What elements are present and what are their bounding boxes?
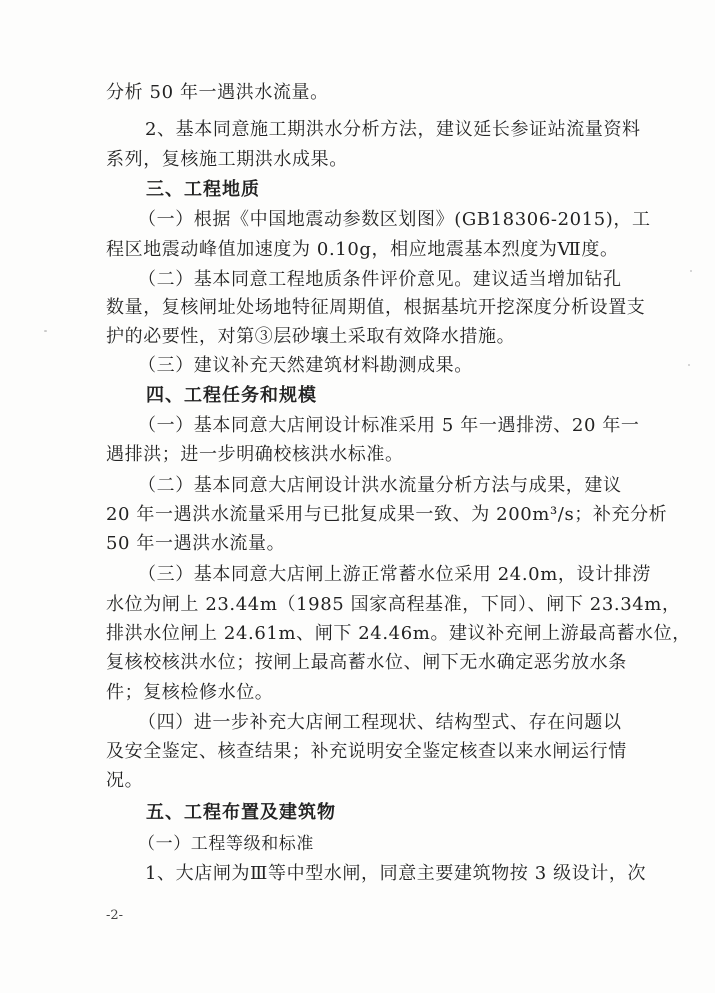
page-number: -2- <box>106 908 124 923</box>
paragraph-line: （三）建议补充天然建筑材料勘测成果。 <box>138 355 473 376</box>
paragraph-line: 水位为闸上 23.44m（1985 国家高程基准，下同）、闸下 23.34m， <box>106 594 681 615</box>
subsection-heading: （一）工程等级和标准 <box>138 834 314 854</box>
paragraph-line: 数量，复核闸址处场地特征周期值，根据基坑开挖深度分析设置支 <box>106 297 646 318</box>
paragraph-line: 排洪水位闸上 24.61m、闸下 24.46m。建议补充闸上游最高蓄水位， <box>106 623 691 644</box>
paragraph-line: 复核校核洪水位；按闸上最高蓄水位、闸下无水确定恶劣放水条 <box>106 652 627 673</box>
paragraph-line: 件；复核检修水位。 <box>106 682 274 703</box>
scan-speck <box>690 270 692 272</box>
paragraph-line: 20 年一遇洪水流量采用与已批复成果一致、为 200m³/s；补充分析 <box>106 504 668 525</box>
paragraph-line: 程区地震动峰值加速度为 0.10g，相应地震基本烈度为Ⅶ度。 <box>106 239 619 260</box>
paragraph-line: 遇排洪；进一步明确校核洪水标准。 <box>106 444 404 465</box>
paragraph-line: 50 年一遇洪水流量。 <box>106 533 286 554</box>
scan-speck <box>44 330 47 332</box>
paragraph-line: 2、基本同意施工期洪水分析方法，建议延长参证站流量资料 <box>145 119 641 140</box>
paragraph-line: （三）基本同意大店闸上游正常蓄水位采用 24.0m，设计排涝 <box>138 564 651 585</box>
paragraph-line: 分析 50 年一遇洪水流量。 <box>106 82 329 103</box>
paragraph-line: 护的必要性，对第③层砂壤土采取有效降水措施。 <box>106 326 516 347</box>
paragraph-line: （二）基本同意工程地质条件评价意见。建议适当增加钻孔 <box>138 269 622 290</box>
paragraph-line: （一）根据《中国地震动参数区划图》(GB18306-2015)，工 <box>138 209 651 230</box>
paragraph-line: 系列，复核施工期洪水成果。 <box>106 149 348 170</box>
section-heading: 三、工程地质 <box>146 179 260 200</box>
paragraph-line: 及安全鉴定、核查结果；补充说明安全鉴定核查以来水闸运行情 <box>106 741 627 762</box>
paragraph-line: 1、大店闸为Ⅲ等中型水闸，同意主要建筑物按 3 级设计，次 <box>145 863 647 884</box>
paragraph-line: （四）进一步补充大店闸工程现状、结构型式、存在问题以 <box>138 712 622 733</box>
section-heading: 四、工程任务和规模 <box>146 385 317 406</box>
scan-speck <box>688 364 690 366</box>
section-heading: 五、工程布置及建筑物 <box>146 802 336 823</box>
paragraph-line: （一）基本同意大店闸设计标准采用 5 年一遇排涝、20 年一 <box>138 415 640 436</box>
paragraph-line: （二）基本同意大店闸设计洪水流量分析方法与成果，建议 <box>138 475 622 496</box>
paragraph-line: 况。 <box>106 770 144 791</box>
